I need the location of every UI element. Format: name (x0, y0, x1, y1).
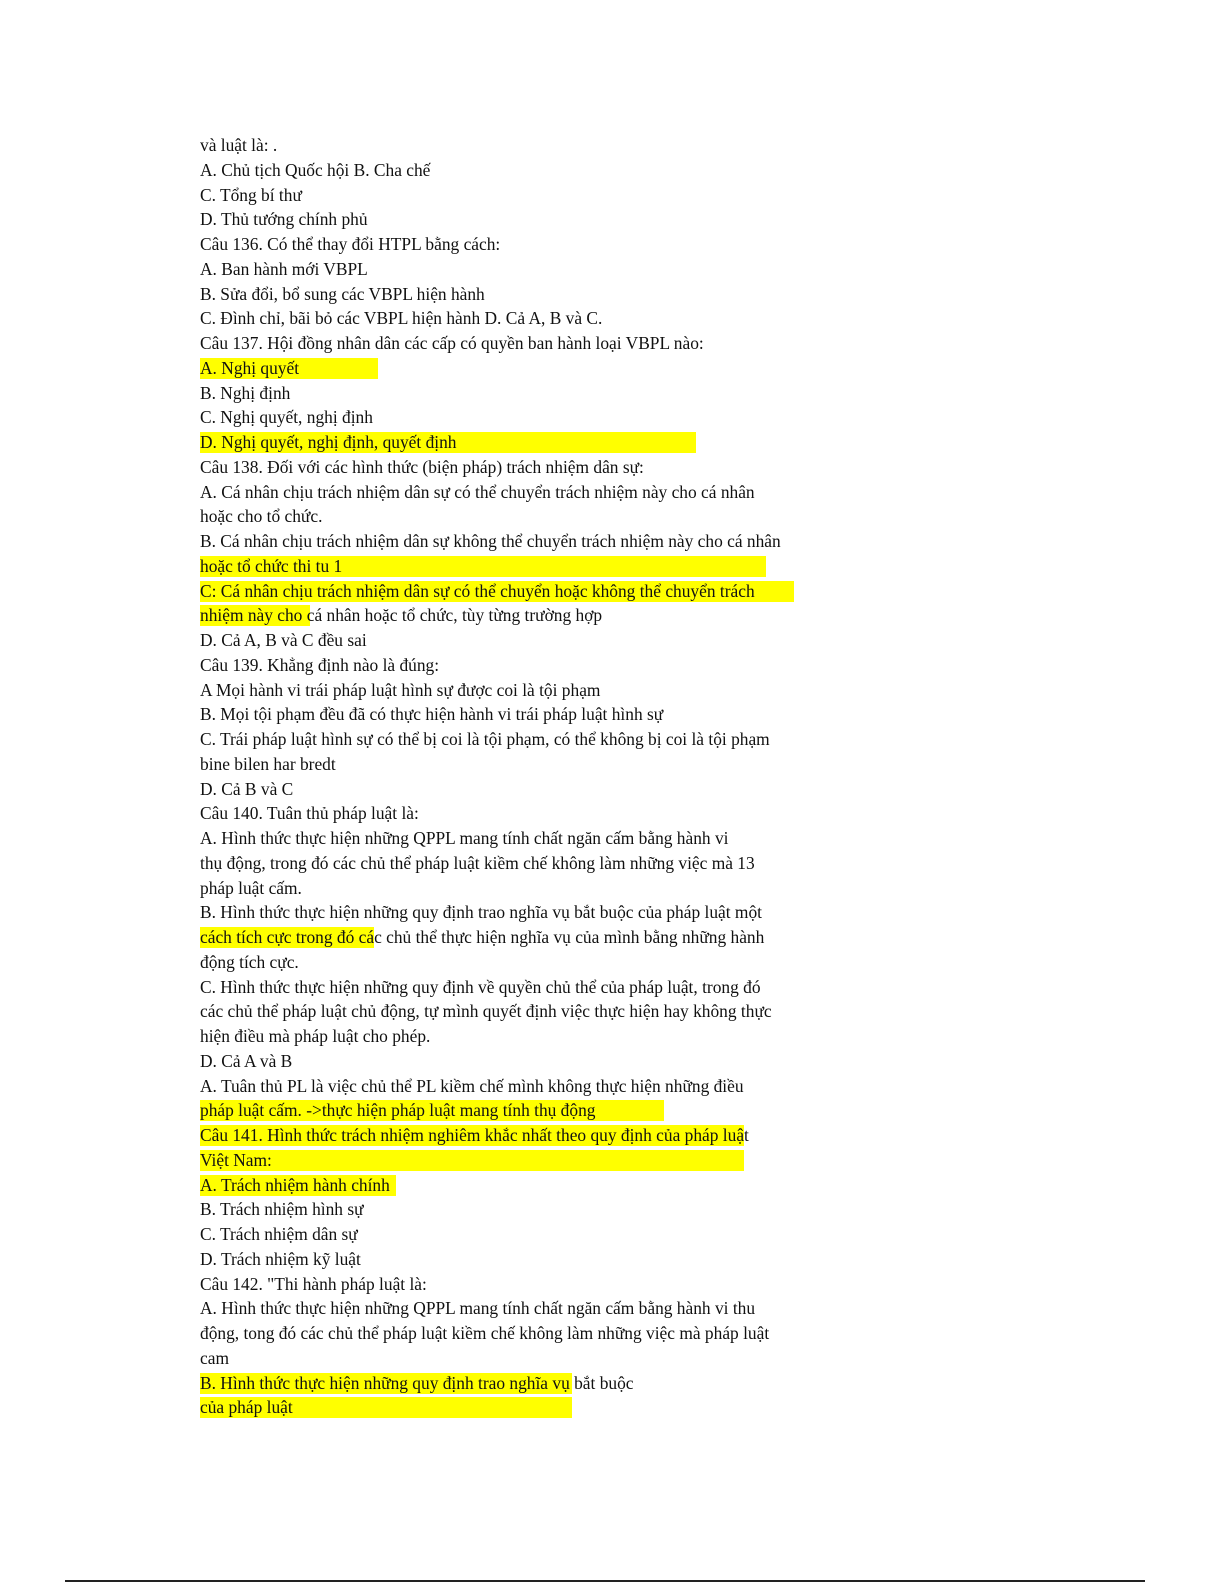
question-line: Câu 142. "Thi hành pháp luật là: (200, 1273, 427, 1294)
highlighted-line: Việt Nam: (200, 1148, 840, 1173)
highlighted-line: nhiệm này cho cá nhân hoặc tổ chức, tùy từng trường hợp (200, 605, 603, 626)
highlight-mark (200, 1150, 744, 1171)
text-line: C. Nghị quyết, nghị định (200, 407, 373, 428)
text-line: B. Nghị định (200, 382, 291, 403)
text-line: D. Cả B và C (200, 778, 294, 799)
text-line: A Mọi hành vi trái pháp luật hình sự được coi là tội phạm (200, 679, 601, 700)
text-line: A. Cá nhân chịu trách nhiệm dân sự có thể chuyển trách nhiệm này cho cá nhân (200, 481, 755, 502)
highlighted-line: của pháp luật (200, 1395, 840, 1420)
text-line: D. Thủ tướng chính phủ (200, 209, 368, 230)
text-line: hiện điều mà pháp luật cho phép. (200, 1026, 431, 1046)
text-line: C. Trái pháp luật hình sự có thể bị coi là tội phạm, có thể không bị coi là tội phạm (200, 729, 770, 749)
text-line: B. Mọi tội phạm đều đã có thực hiện hành vi trái pháp luật hình sự (200, 704, 664, 725)
question-line: Câu 136. Có thể thay đổi HTPL bằng cách: (200, 234, 501, 254)
question-line: Câu 139. Khẳng định nào là đúng: (200, 654, 440, 675)
question-line: Câu 140. Tuân thủ pháp luật là: (200, 803, 419, 824)
text-line: C. Đình chỉ, bãi bỏ các VBPL hiện hành D. Cả A, B và C. (200, 308, 603, 329)
text-line: A. Tuân thủ PL là việc chủ thể PL kiềm chế mình không thực hiện những điều (200, 1075, 744, 1096)
question-line: Câu 137. Hội đồng nhân dân các cấp có quyền ban hành loại VBPL nào: (200, 333, 704, 353)
text-line: các chủ thể pháp luật chủ động, tự mình quyết định việc thực hiện hay không thực (200, 1001, 772, 1022)
highlighted-line: cách tích cực trong đó các chủ thể thực hiện nghĩa vụ của mình bằng những hành (200, 927, 765, 947)
page-bottom-rule (65, 1580, 1145, 1582)
text-line: D. Trách nhiệm kỹ luật (200, 1248, 361, 1269)
highlighted-line: pháp luật cấm. ->thực hiện pháp luật mang tính thụ động (200, 1098, 840, 1123)
text-line: B. Hình thức thực hiện những quy định trao nghĩa vụ bắt buộc của pháp luật một (200, 902, 762, 923)
text-line: B. Trách nhiệm hình sự (200, 1199, 364, 1220)
text-line: A. Ban hành mới VBPL (200, 258, 368, 279)
document-page (200, 133, 840, 1420)
text-line: D. Cả A, B và C đều sai (200, 630, 367, 650)
text-line: A. Chủ tịch Quốc hội B. Cha chế (200, 159, 431, 180)
highlighted-line: D. Nghị quyết, nghị định, quyết định (200, 430, 840, 455)
highlighted-line: A. Trách nhiệm hành chính (200, 1173, 840, 1198)
text-line: C. Hình thức thực hiện những quy định về quyền chủ thể của pháp luật, trong đó (200, 976, 761, 997)
text-line: C. Trách nhiệm dân sự (200, 1224, 358, 1244)
text-line: cam (200, 1347, 229, 1368)
text-line: động tích cực. (200, 951, 299, 972)
highlighted-line: hoặc tổ chức thi tu 1 (200, 554, 840, 579)
highlighted-line: Câu 141. Hình thức trách nhiệm nghiêm khắc nhất theo quy định của pháp luật (200, 1125, 749, 1145)
text-line: D. Cả A và B (200, 1050, 293, 1071)
text-line: B. Sửa đổi, bổ sung các VBPL hiện hành (200, 283, 485, 304)
text-line: C. Tổng bí thư (200, 184, 302, 205)
text-line: pháp luật cấm. (200, 877, 302, 898)
highlighted-line: B. Hình thức thực hiện những quy định trao nghĩa vụ bắt buộc (200, 1372, 634, 1393)
highlighted-line: C: Cá nhân chịu trách nhiệm dân sự có thể chuyển hoặc không thể chuyển trách (200, 579, 840, 604)
text-line: và luật là: . (200, 135, 278, 155)
text-line: hoặc cho tổ chức. (200, 506, 323, 527)
question-line: Câu 138. Đối với các hình thức (biện pháp) trách nhiệm dân sự: (200, 456, 644, 477)
text-line: B. Cá nhân chịu trách nhiệm dân sự không thể chuyển trách nhiệm này cho cá nhân (200, 531, 781, 551)
text-line: thụ động, trong đó các chủ thể pháp luật kiềm chế không làm những việc mà 13 (200, 852, 755, 873)
text-line: A. Hình thức thực hiện những QPPL mang tính chất ngăn cấm bằng hành vi thu (200, 1298, 756, 1319)
highlighted-line: A. Nghị quyết (200, 356, 840, 381)
text-line: A. Hình thức thực hiện những QPPL mang tính chất ngăn cấm bằng hành vi (200, 828, 729, 848)
text-line: động, tong đó các chủ thể pháp luật kiềm chế không làm những việc mà pháp luật (200, 1323, 770, 1343)
text-line: bine bilen har bredt (200, 753, 336, 774)
